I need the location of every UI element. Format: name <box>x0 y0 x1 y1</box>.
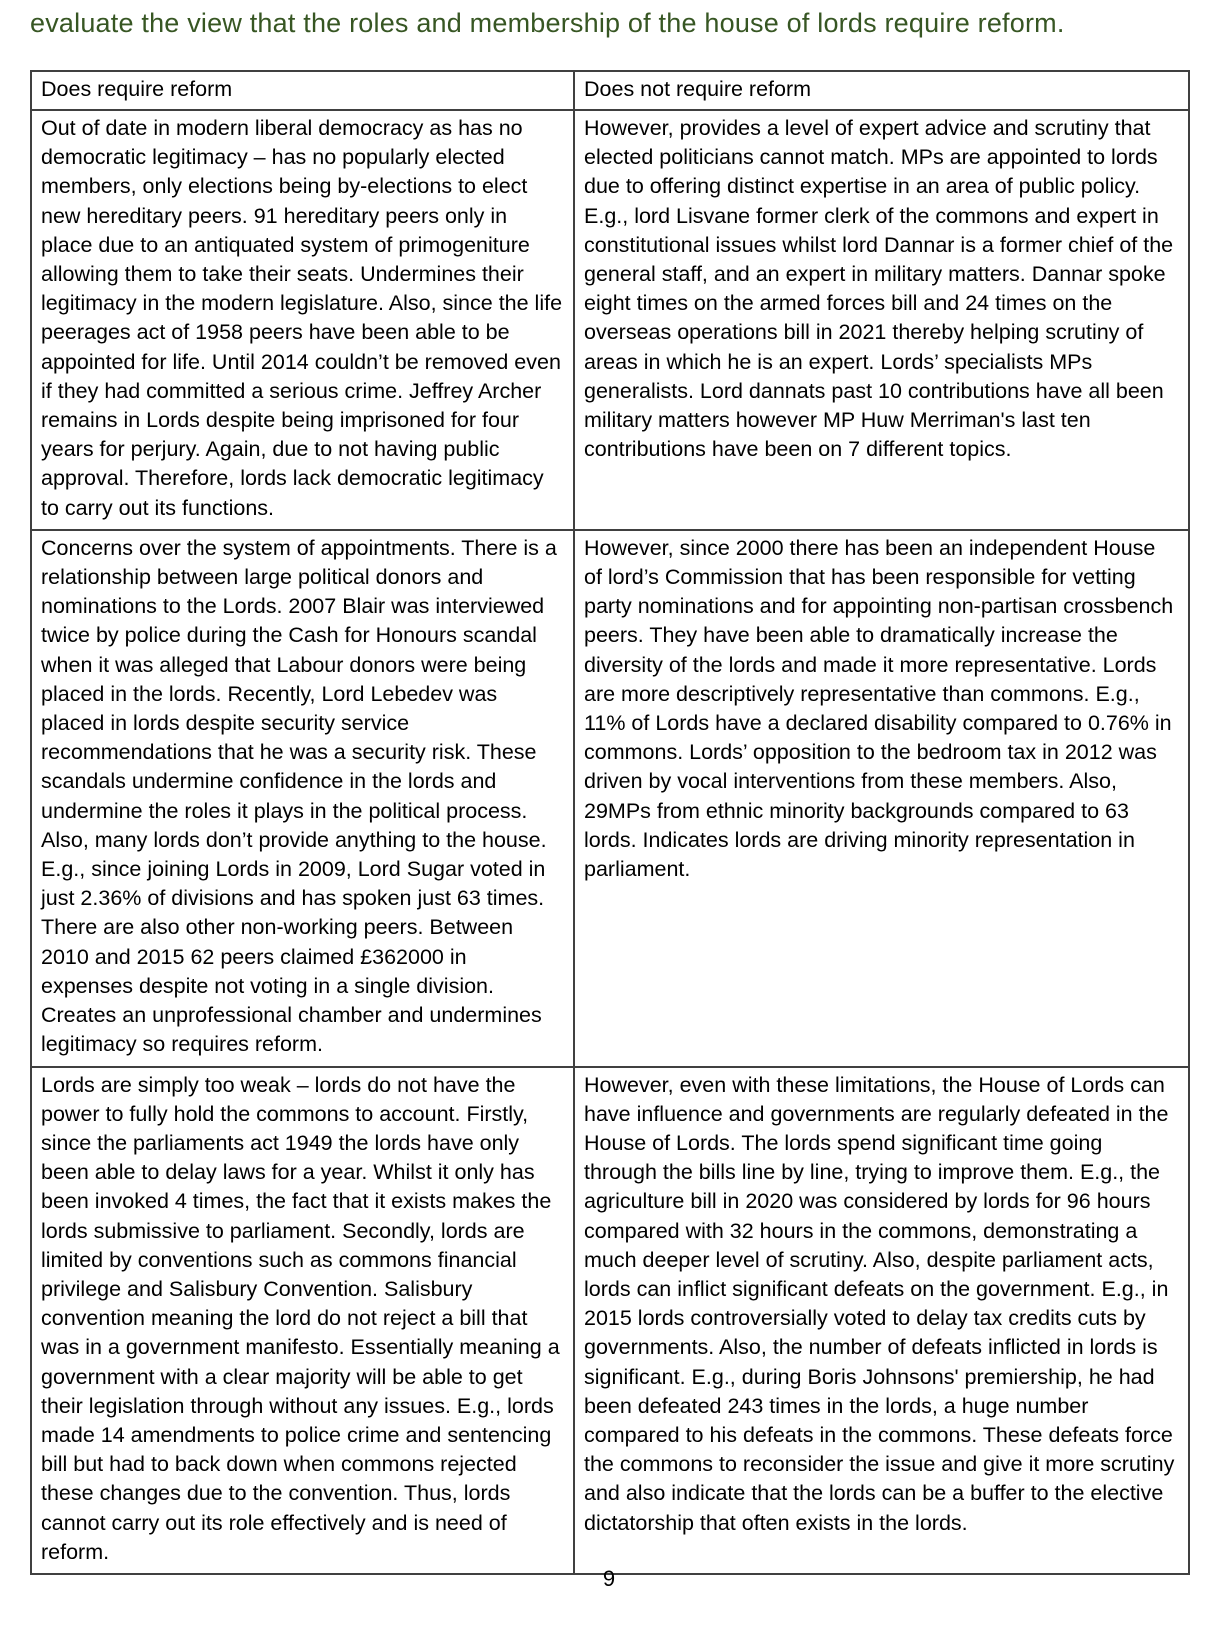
table-row <box>31 1067 1189 1574</box>
argument-cell-commission-against: However, since 2000 there has been an independent House of lord’s Commission that has been responsible for vetting party nominations and for appointing non-partisan crossbench peers. They have been able to dramatically increase the diversity of the lords and made it more representative. Lords are more descriptively representative than commons. E.g., 11% of Lords have a declared disability compared to 0.76% in commons. Lords’ opposition to the bedroom tax in 2012 was driven by vocal interventions from these members. Also, 29MPs from ethnic minority backgrounds compared to 63 lords. Indicates lords are driving minority representation in parliament. <box>574 530 1189 1067</box>
column-header-does-not-require-reform: Does not require reform <box>574 71 1189 110</box>
page-number: 9 <box>602 1566 616 1591</box>
argument-cell-weakness-for: Lords are simply too weak – lords do not have the power to fully hold the commons to account. Firstly, since the parliaments act 1949 the lords have only been able to delay laws for a year. Whilst it only has been invoked 4 times, the fact that it exists makes the lords submissive to parliament. Secondly, lords are limited by conventions such as commons financial privilege and Salisbury Convention. Salisbury convention meaning the lord do not reject a bill that was in a government manifesto. Essentially meaning a government with a clear majority will be able to get their legislation through without any issues. E.g., lords made 14 amendments to police crime and sentencing bill but had to back down when commons rejected these changes due to the convention. Thus, lords cannot carry out its role effectively and is need of reform. <box>31 1067 574 1574</box>
argument-cell-expertise-against: However, provides a level of expert advice and scrutiny that elected politicians cannot match. MPs are appointed to lords due to offering distinct expertise in an area of public policy. E.g., lord Lisvane former clerk of the commons and expert in constitutional issues whilst lord Dannar is a former chief of the general staff, and an expert in military matters. Dannar spoke eight times on the armed forces bill and 24 times on the overseas operations bill in 2021 thereby helping scrutiny of areas in which he is an expert. Lords’ specialists MPs generalists. Lord dannats past 10 contributions have all been military matters however MP Huw Merriman's last ten contributions have been on 7 different topics. <box>574 110 1189 530</box>
argument-cell-influence-against: However, even with these limitations, the House of Lords can have influence and governments are regularly defeated in the House of Lords. The lords spend significant time going through the bills line by line, trying to improve them. E.g., the agriculture bill in 2020 was considered by lords for 96 hours compared with 32 hours in the commons, demonstrating a much deeper level of scrutiny. Also, despite parliament acts, lords can inflict significant defeats on the government. E.g., in 2015 lords controversially voted to delay tax credits cuts by governments. Also, the number of defeats inflicted in lords is significant. E.g., during Boris Johnsons' premiership, he had been defeated 243 times in the lords, a huge number compared to his defeats in the commons. These defeats force the commons to reconsider the issue and give it more scrutiny and also indicate that the lords can be a buffer to the elective dictatorship that often exists in the lords. <box>574 1067 1189 1574</box>
table-row <box>31 110 1189 530</box>
column-header-does-require-reform: Does require reform <box>31 71 574 110</box>
argument-cell-legitimacy-for: Out of date in modern liberal democracy as has no democratic legitimacy – has no popularly elected members, only elections being by-elections to elect new hereditary peers. 91 hereditary peers only in place due to an antiquated system of primogeniture allowing them to take their seats. Undermines their legitimacy in the modern legislature. Also, since the life peerages act of 1958 peers have been able to be appointed for life. Until 2014 couldn’t be removed even if they had committed a serious crime. Jeffrey Archer remains in Lords despite being imprisoned for four years for perjury. Again, due to not having public approval. Therefore, lords lack democratic legitimacy to carry out its functions. <box>31 110 574 530</box>
table-row <box>31 530 1189 1067</box>
table-header-row <box>31 71 1189 110</box>
arguments-table <box>30 70 1190 1575</box>
argument-cell-appointments-for: Concerns over the system of appointments. There is a relationship between large political donors and nominations to the Lords. 2007 Blair was interviewed twice by police during the Cash for Honours scandal when it was alleged that Labour donors were being placed in the lords. Recently, Lord Lebedev was placed in lords despite security service recommendations that he was a security risk. These scandals undermine confidence in the lords and undermine the roles it plays in the political process. Also, many lords don’t provide anything to the house. E.g., since joining Lords in 2009, Lord Sugar voted in just 2.36% of divisions and has spoken just 63 times. There are also other non-working peers. Between 2010 and 2015 62 peers claimed £362000 in expenses despite not voting in a single division. Creates an unprofessional chamber and undermines legitimacy so requires reform. <box>31 530 574 1067</box>
page-title: evaluate the view that the roles and membership of the house of lords require reform. <box>30 8 1065 38</box>
